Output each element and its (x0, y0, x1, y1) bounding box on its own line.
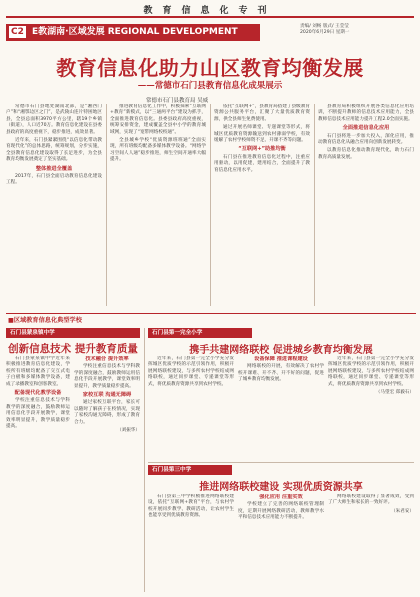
section-label: E教湖南·区域发展 REGIONAL DEVELOPMENT (32, 27, 238, 37)
story-subhead: 设备保障 推进课程建设 (254, 356, 308, 362)
story2-column-1 (148, 356, 234, 460)
story2-title: 携手共建网络联校 促进城乡教育均衡发展 (189, 345, 373, 356)
column-divider (144, 328, 145, 592)
page-code: C2 (11, 27, 24, 37)
lead-paragraph: 全县城乡学校“优质资源班班通”全面实现，所有班级均配备多媒体教学设备。“网络学习空间人人通”稳步推进，师生空间开通率大幅提升。 (110, 138, 206, 163)
lead-paragraph: 常德市石门县地处湖南北部，是“湘西门户”和“湘鄂边区之门”，是武陵山连片特困地区县，全县总面积3970平方公里，辖19个乡镇（街道），人口近70万。教育信息化建设在县委县政府的高度重视下，稳步推进，成效显著。 (6, 104, 102, 135)
story3-column-1 (148, 494, 234, 592)
story1-column-2 (74, 356, 140, 592)
lead-subhead: 整体推进全覆盖 (35, 165, 73, 172)
column-divider (210, 104, 211, 306)
story-subhead: 强化应用 注重实效 (259, 494, 303, 500)
column-divider (106, 104, 107, 306)
story-paragraph: 近年来，石门县第一完全小学充分发挥城区优质学校的示范引领作用，积极开展网络联校建设，与多所农村学校结成网络联校，通过同步课堂、专递课堂等形式，将优质教育资源共享到农村学校。 (148, 356, 234, 387)
headline: 教育信息化助力山区教育均衡发展 (56, 56, 364, 80)
lead-column-1 (6, 104, 102, 306)
lead-paragraph: 以教育信息化推动教育现代化，助力石门教育高质量发展。 (318, 148, 414, 160)
story2-column-3 (328, 356, 414, 460)
region-banner (6, 313, 416, 326)
story-paragraph: 学校建立了完善的网络联校管理制度，定期开展网络教研活动，教师教学水平和信息技术应用能力不断提升。 (238, 502, 324, 521)
story-paragraph: 近年来，石门县第一完全小学充分发挥城区优质学校的示范引领作用，积极开展网络联校建设，与多所农村学校结成网络联校，通过同步课堂、专递课堂等形式，将优质教育资源共享到农村学校。 (328, 356, 414, 387)
byline: 常德市石门县教育局 吴威 (146, 98, 209, 104)
masthead-rule (6, 16, 414, 18)
lead-subhead: 全面推进信息化应用 (342, 125, 390, 132)
column-divider (314, 104, 315, 306)
lead-paragraph: 2017年，石门县全面启动教育信息化建设工程。 (6, 174, 102, 186)
story3-title: 推进网络联校建设 实现优质资源共享 (199, 482, 363, 493)
subheadline: ——常德市石门县教育信息化成果展示 (137, 81, 283, 91)
lead-paragraph: 石门县将进一步加大投入，深化应用，推动教育信息化从融合应用向创新发展转变。 (318, 133, 414, 146)
author-credit: （刘振华） (117, 428, 140, 434)
lead-paragraph: 石门县在推进教育信息化过程中，注重应用驱动，以用促建，建用结合，全面提升了教育信息化应用水平。 (214, 154, 310, 173)
story3-column-2 (238, 494, 324, 592)
lead-paragraph: 县教育局积极组织开展各类信息化应用培训，不断提升教师的信息技术应用能力，全县教师信息技术应用能力提升工程2.0全面实施。 (318, 104, 414, 122)
editor-line: 责编/ 刘畅 版式/ 王莹莹 (300, 24, 349, 29)
lead-paragraph: 推进教育信息化工作中，积极探索“互联网+教育”新模式，以“三通两平台”建设为抓手，全面推进教育信息化。县委县政府高度重视，统筹安排资金，建成覆盖全县中小学的教育城域网，实现了“宽带网络校校通”。 (110, 104, 206, 135)
lead-paragraph: 通过开展名师课堂、专递课堂等形式，将城区优质教育资源输送到农村薄弱学校，有效缓解了农村学校师资不足、开课不齐等问题。 (214, 125, 310, 144)
masthead (0, 0, 420, 22)
story-paragraph: 网络联校的开展，有效解决了农村学校开课难、开不齐、开不好的问题，促进了城乡教育均衡发展。 (238, 364, 324, 383)
lead-subhead: “互联网+”助推均衡 (238, 146, 286, 153)
school-label-3: 石门县第三中学 (148, 465, 232, 475)
lead-paragraph: 近年来，石门县紧紧围绕“以信息化带动教育现代化”的总体思路，统筹规划，分步实施，全县教育信息化建设取得了长足进步，为全县教育均衡发展奠定了坚实基础。 (6, 138, 102, 163)
story-paragraph: 学校注重信息技术与学科教学的深度融合，鼓励教师运用信息化手段开展教学，课堂效率明显提升，教学质量稳步提高。 (6, 398, 70, 430)
author-credit: （马望宏 郑毅石） (375, 390, 414, 396)
story-paragraph: 学校注重信息技术与学科教学的深度融合，鼓励教师运用信息化手段开展教学，课堂效率明显提升，教学质量稳步提高。 (74, 364, 140, 389)
story1-column-1 (6, 356, 70, 592)
school-label-2: 石门县第一完全小学 (148, 328, 252, 338)
lead-column-4 (318, 104, 414, 306)
author-credit: （朱君安） (391, 508, 414, 514)
story1-title: 创新信息技术 提升教育质量 (8, 343, 138, 355)
lead-column-3 (214, 104, 310, 306)
story-subhead: 家校互联 沟通无障碍 (82, 392, 132, 399)
section-bar (6, 24, 260, 41)
lead-paragraph: 依托“互联网+”，县教育局搭建了县级教育资源公共服务平台，汇聚了大量优质教育资源，供全县师生免费使用。 (214, 104, 310, 122)
school-label-1: 石门县蒙泉镇中学 (6, 328, 140, 338)
story2-column-2 (238, 356, 324, 460)
story-paragraph: 通过家校互联平台，家长可以随时了解孩子在校情况，实现了家校沟通无障碍，形成了教育合力。 (74, 400, 140, 425)
story-paragraph: 石门县蒙泉镇中学近年来积极推进教育信息化建设，学校所有班级均配备了交互式电子白板和多媒体教学设备，建成了录播教室和创客教室。 (6, 356, 70, 387)
region-banner-text: ■区域教育信息化典型学校 (8, 317, 82, 324)
story-subhead: 配备现代化教学设备 (14, 390, 62, 397)
masthead-title: 教育信息化专刊 (143, 6, 277, 16)
edition-info (300, 24, 414, 36)
date-line: 2020年6月29日 星期一 (300, 30, 350, 35)
story3-column-3 (328, 494, 414, 592)
lead-column-2 (110, 104, 206, 306)
story-divider (148, 462, 414, 463)
story-paragraph: 网络联校建设取得了显著成效，受到了广大师生和家长的一致好评。 (328, 494, 414, 506)
story-subhead: 技术融合 提升效率 (85, 356, 129, 362)
story-paragraph: 石门县第三中学积极推进网络联校建设，依托“互联网+教育”平台，与农村学校开展同步教学、教研活动，让农村学生也能享受到优质教育资源。 (148, 494, 234, 519)
